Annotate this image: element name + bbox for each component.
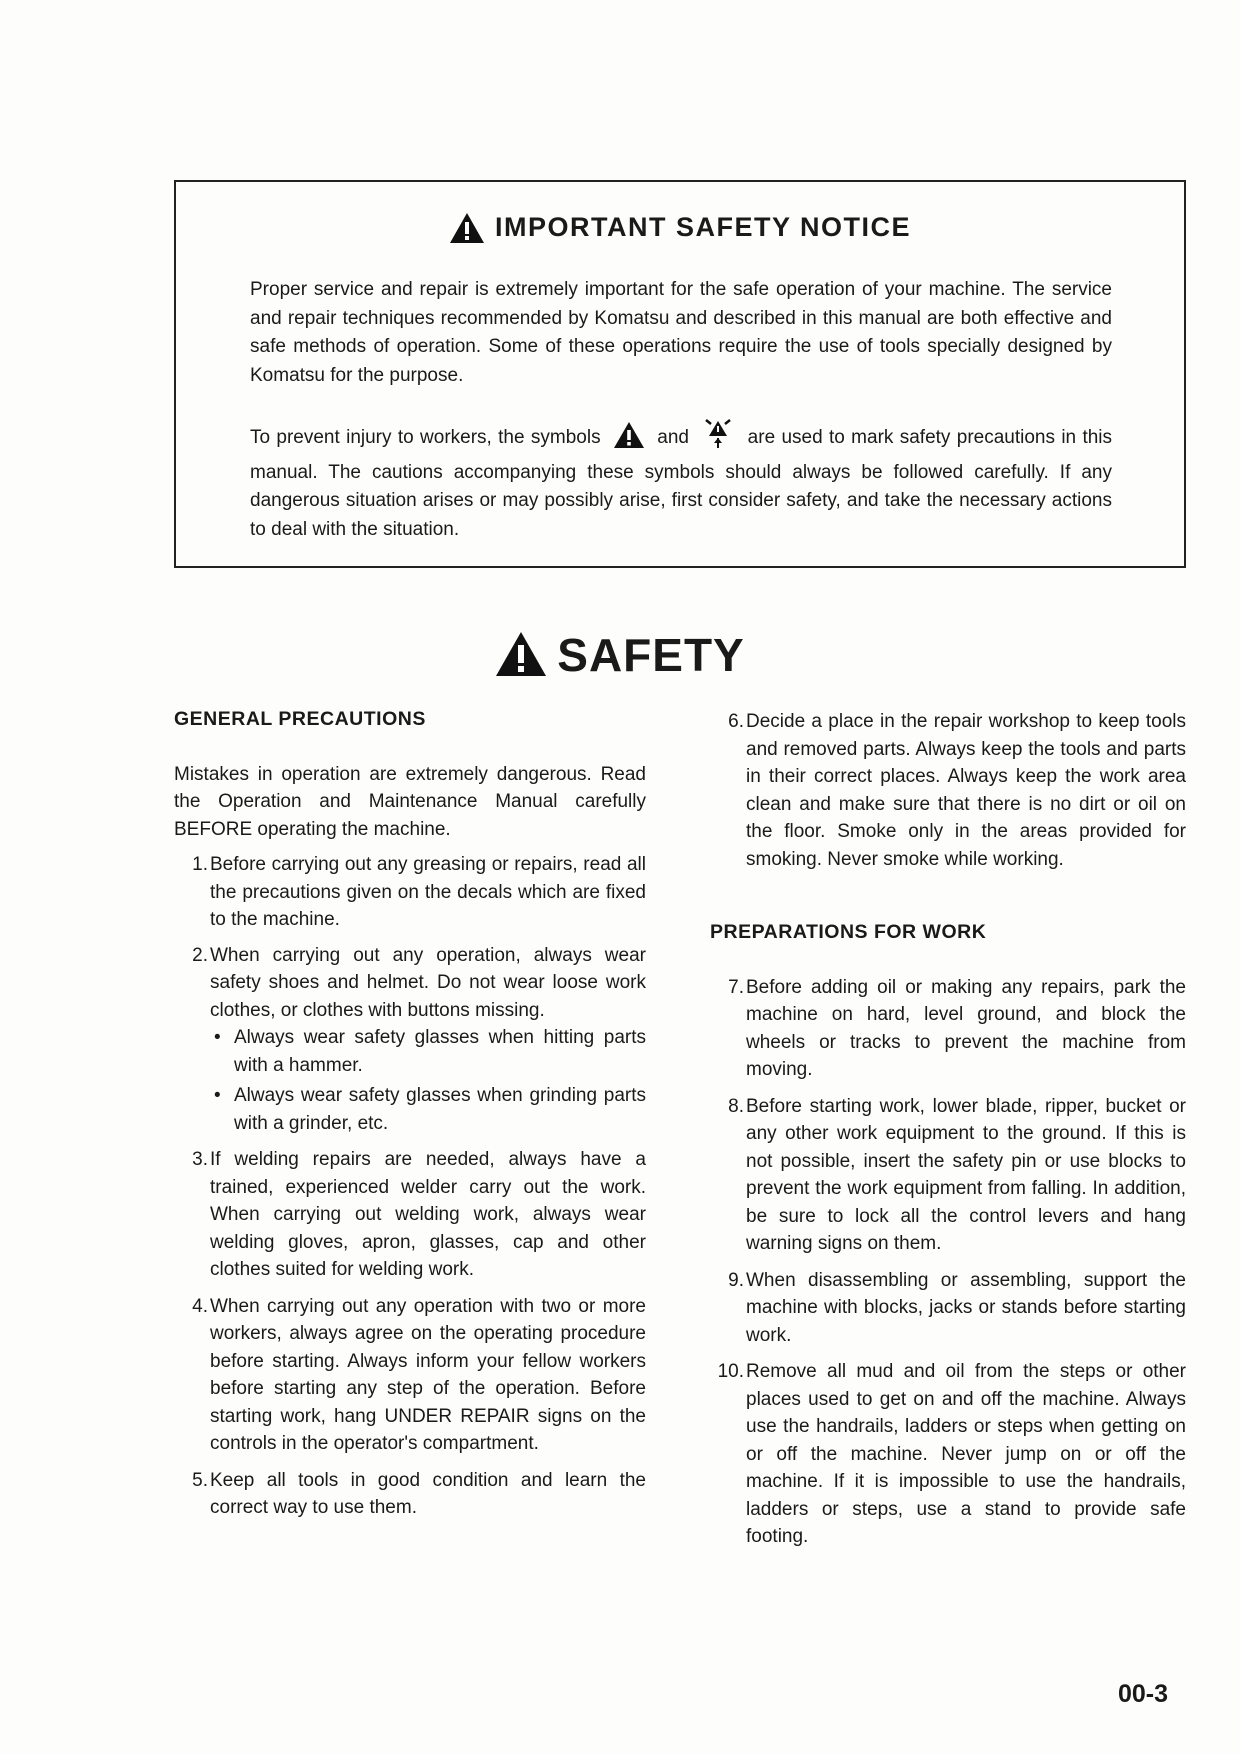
list-item: 3. If welding repairs are needed, always have a trained, experienced welder carry out the work. When carrying out welding work, always wear welding gloves, apron, glasses, cap and other clothes suited for welding work. bbox=[192, 1149, 646, 1280]
warning-triangle-icon bbox=[495, 631, 547, 677]
notice-title: IMPORTANT SAFETY NOTICE bbox=[176, 212, 1184, 244]
warning-triangle-icon bbox=[613, 421, 645, 459]
safety-notice-box bbox=[174, 180, 1186, 568]
list-item: 4. When carrying out any operation with two or more workers, always agree on the operating procedure before starting. Always inform your fellow workers before starting any step of the operation. Before starting work, hang UNDER REPAIR signs on the controls in the operator's compartment. bbox=[192, 1295, 646, 1454]
safety-heading: SAFETY bbox=[0, 628, 1240, 682]
bullet-item: • Always wear safety glasses when grinding parts with a grinder, etc. bbox=[210, 1082, 646, 1137]
preparations-heading: PREPARATIONS FOR WORK bbox=[710, 921, 987, 943]
list-item: 5. Keep all tools in good condition and learn the correct way to use them. bbox=[192, 1469, 646, 1518]
notice-paragraph-1: Proper service and repair is extremely important for the safe operation of your machine. The service and repair techniques recommended by Komatsu and described in this manual are both effective and safe methods of operation. Some of these operations require the use of tools specially designed by Komatsu for the purpose. bbox=[250, 279, 1112, 386]
page-number: 00-3 bbox=[1118, 1680, 1169, 1708]
general-precautions-heading: GENERAL PRECAUTIONS bbox=[174, 708, 426, 730]
caution-symbol-icon bbox=[701, 415, 735, 459]
bullet-icon: • bbox=[214, 1027, 221, 1048]
bullet-icon: • bbox=[214, 1085, 221, 1106]
list-item: 2. When carrying out any operation, always wear safety shoes and helmet. Do not wear loose work clothes, or clothes with buttons missing. • Always wear safety glasses when hitting parts with a hammer. • Always wear safety glasses when grinding parts with a grinder, etc. bbox=[174, 942, 646, 1138]
list-item: 9. When disassembling or assembling, support the machine with blocks, jacks or stands before starting work. bbox=[728, 1269, 1186, 1346]
list-item: 6. Decide a place in the repair workshop to keep tools and removed parts. Always keep the tools and parts in their correct places. Always keep the work area clean and make sure that there is no dirt or oil on the floor. Smoke only in the areas provided for smoking. Never smoke while working. bbox=[728, 711, 1186, 870]
list-item: 1. Before carrying out any greasing or repairs, read all the precautions given on the decals which are fixed to the machine. bbox=[192, 854, 646, 930]
list-item: 7. Before adding oil or making any repairs, park the machine on hard, level ground, and block the wheels or tracks to prevent the machine from moving. bbox=[728, 976, 1186, 1080]
right-column bbox=[710, 708, 1186, 1551]
left-column bbox=[174, 706, 646, 1522]
bullet-item: • Always wear safety glasses when hitting parts with a hammer. bbox=[210, 1024, 646, 1079]
list-item: 10. Remove all mud and oil from the steps or other places used to get on and off the machine. Always use the handrails, ladders or steps when getting on or off the machine. Never jump on or off the machine. If it is impossible to use the handrails, ladders or steps, use a stand to provide safe footing. bbox=[717, 1361, 1186, 1547]
warning-triangle-icon bbox=[449, 212, 485, 244]
notice-paragraph-2: To prevent injury to workers, the symbols and are used to mark safety precautions in this manual. The cautions accompanying these symbols should always be followed carefully. If any dangerous situation arises or may possibly arise, first consider safety, and take the necessary actions to deal with the situation. bbox=[250, 415, 1112, 544]
list-item: 8. Before starting work, lower blade, ripper, bucket or any other work equipment to the ground. If this is not possible, insert the safety pin or use blocks to prevent the work equipment from falling. In addition, be sure to lock all the control levers and hang warning signs on them. bbox=[728, 1095, 1186, 1254]
general-intro: Mistakes in operation are extremely dangerous. Read the Operation and Maintenance Manual carefully BEFORE operating the machine. bbox=[174, 763, 646, 840]
